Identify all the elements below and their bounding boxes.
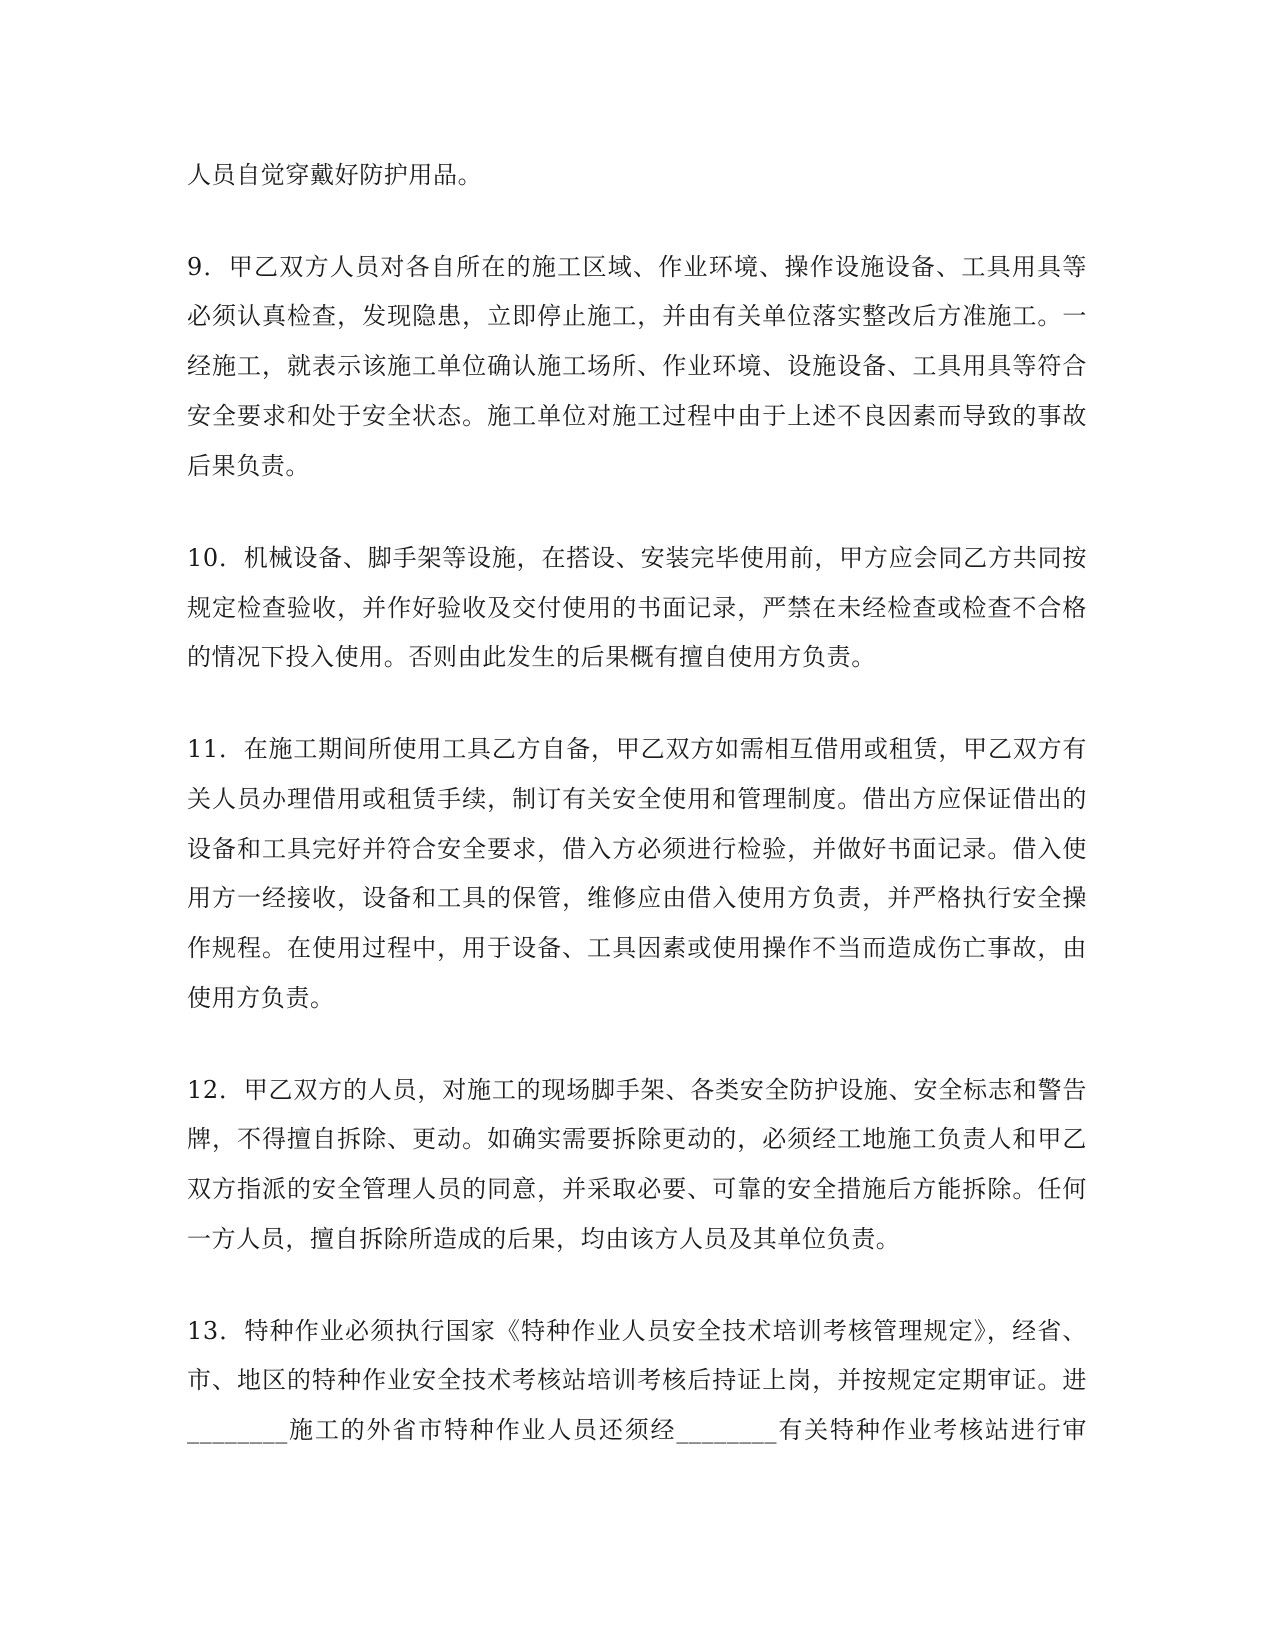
text-line: 双方指派的安全管理人员的同意，并采取必要、可靠的安全措施后方能拆除。任何 (187, 1175, 1087, 1203)
text-line: 13．特种作业必须执行国家《特种作业人员安全技术培训考核管理规定》，经省、 (187, 1317, 1087, 1345)
text-line: 牌，不得擅自拆除、更动。如确实需要拆除更动的，必须经工地施工负责人和甲乙 (187, 1125, 1087, 1153)
text-line: 使用方负责。 (187, 984, 335, 1012)
text-line: 一方人员，擅自拆除所造成的后果，均由该方人员及其单位负责。 (187, 1225, 901, 1253)
text-line: 市、地区的特种作业安全技术考核站培训考核后持证上岗，并按规定定期审证。进 (187, 1366, 1087, 1394)
text-line: ________施工的外省市特种作业人员还须经________有关特种作业考核站进行审 (187, 1416, 1087, 1444)
text-line: 11．在施工期间所使用工具乙方自备，甲乙双方如需相互借用或租赁，甲乙双方有 (187, 735, 1087, 763)
text-line: 安全要求和处于安全状态。施工单位对施工过程中由于上述不良因素而导致的事故 (187, 402, 1087, 430)
text-line: 必须认真检查，发现隐患，立即停止施工，并由有关单位落实整改后方准施工。一 (187, 302, 1087, 330)
text-line: 作规程。在使用过程中，用于设备、工具因素或使用操作不当而造成伤亡事故，由 (187, 934, 1087, 962)
text-line: 设备和工具完好并符合安全要求，借入方必须进行检验，并做好书面记录。借入使 (187, 835, 1087, 863)
text-line: 人员自觉穿戴好防护用品。 (187, 161, 483, 189)
text-line: 规定检查验收，并作好验收及交付使用的书面记录，严禁在未经检查或检查不合格 (187, 594, 1087, 622)
text-line: 的情况下投入使用。否则由此发生的后果概有擅自使用方负责。 (187, 643, 876, 671)
text-line: 10．机械设备、脚手架等设施，在搭设、安装完毕使用前，甲方应会同乙方共同按 (187, 544, 1087, 572)
text-line: 后果负责。 (187, 452, 310, 480)
text-line: 经施工，就表示该施工单位确认施工场所、作业环境、设施设备、工具用具等符合 (187, 352, 1087, 380)
text-line: 9．甲乙双方人员对各自所在的施工区域、作业环境、操作设施设备、工具用具等 (187, 253, 1087, 281)
text-line: 关人员办理借用或租赁手续，制订有关安全使用和管理制度。借出方应保证借出的 (187, 785, 1087, 813)
text-line: 用方一经接收，设备和工具的保管，维修应由借入使用方负责，并严格执行安全操 (187, 884, 1087, 912)
text-line: 12．甲乙双方的人员，对施工的现场脚手架、各类安全防护设施、安全标志和警告 (187, 1076, 1087, 1104)
